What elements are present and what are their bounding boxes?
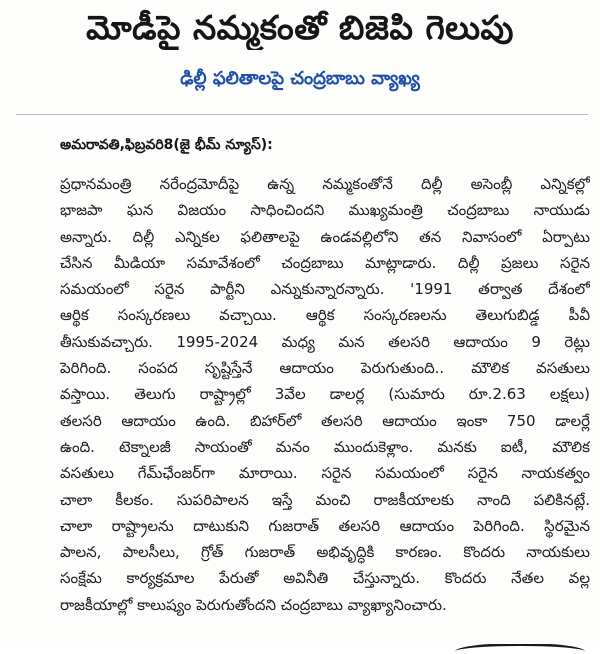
body-line: చేసిన మీడియా సమావేశంలో చంద్రబాబు మాట్లాడారు. దిల్లీ ప్రజలు సరైన <box>60 253 590 272</box>
body-line: వస్తాయి. తెలుగు రాష్ట్రాల్లో 3వేల డాలర్ల (సుమారు రూ.2.63 లక్షలు) <box>60 385 590 404</box>
body-line: వసతులు గేమ్‌ఛేంజర్‌గా మారాయి. సరైన సమయంలో సరైన నాయకత్వం <box>60 464 590 483</box>
body-line: భాజపా ఘన విజయం సాధించిందని ముఖ్యమంత్రి చంద్రబాబు నాయుడు <box>60 201 590 220</box>
body-line: తీసుకువచ్చారు. 1995-2024 మధ్య మన తలసరి ఆదాయం 9 రెట్లు <box>60 332 590 351</box>
body-line: ఆర్థిక సంస్కరణలు వచ్చాయి. ఆర్థిక సంస్కరణలను తెలుగుబిడ్డ పీవీ <box>60 306 590 325</box>
next-article-fragment <box>455 644 595 654</box>
body-line: తలసరి ఆదాయం ఉంది. బిహార్‌లో తలసరి ఆదాయం ఇంకా 750 డాలర్లే <box>60 411 590 430</box>
body-line: సమయంలో సరైన పార్టీని ఎన్నుకున్నారన్నారు. '1991 తర్వాత దేశంలో <box>60 280 590 299</box>
divider <box>16 114 588 115</box>
body-line: ప్రధానమంత్రి నరేంద్రమోదీపై ఉన్న నమ్మకంతోనే దిల్లీ అసెంబ్లీ ఎన్నికల్లో <box>60 175 590 193</box>
body-line: అన్నారు. దిల్లీ ఎన్నికల ఫలితాలపై ఉండవల్లిలోని తన నివాసంలో ఏర్పాటు <box>60 227 590 246</box>
body-line: పాలన, పాలసీలు, గ్రోత్ గుజరాత్ అభివృద్ధికి కారణం. కొందరు నాయకులు <box>60 543 590 562</box>
body-line: చాలా కీలకం. సుపరిపాలన ఇస్తే మంచి రాజకీయాలకు నాంది పలికినట్లే. <box>60 490 590 509</box>
body-line: చాలా రాష్ట్రాలను దాటుకుని గుజరాత్ తలసరి ఆదాయం పెరిగింది. స్థిరమైన <box>60 516 590 535</box>
body-line: ఉంది. టెక్నాలజీ సాయంతో మనం ముందుకెళ్లాం. మనకు ఐటీ, మౌలిక <box>60 437 590 456</box>
subheadline: ఢిల్లీ ఫలితాలపై చంద్రబాబు వ్యాఖ్య <box>180 68 420 89</box>
dateline: అమరావతి,ఫిబ్రవరి8(జై భీమ్ న్యూస్): <box>60 137 273 153</box>
body-line: సంక్షేమ కార్యక్రమాల పేరుతో అవినీతి చేస్తున్నారు. కొందరు నేతల వల్ల <box>60 569 590 588</box>
article-body <box>60 171 590 618</box>
body-line: రాజకీయాల్లో కాలుష్యం పెరుగుతోందని చంద్రబాబు వ్యాఖ్యానించారు. <box>60 595 447 614</box>
headline: మోడీపై నమ్మకంతో బిజెపి గెలుపు <box>86 8 514 47</box>
body-line: పెరిగింది. సంపద సృష్టిస్తేనే ఆదాయం పెరుగుతుంది.. మౌలిక వసతులు <box>60 359 590 378</box>
